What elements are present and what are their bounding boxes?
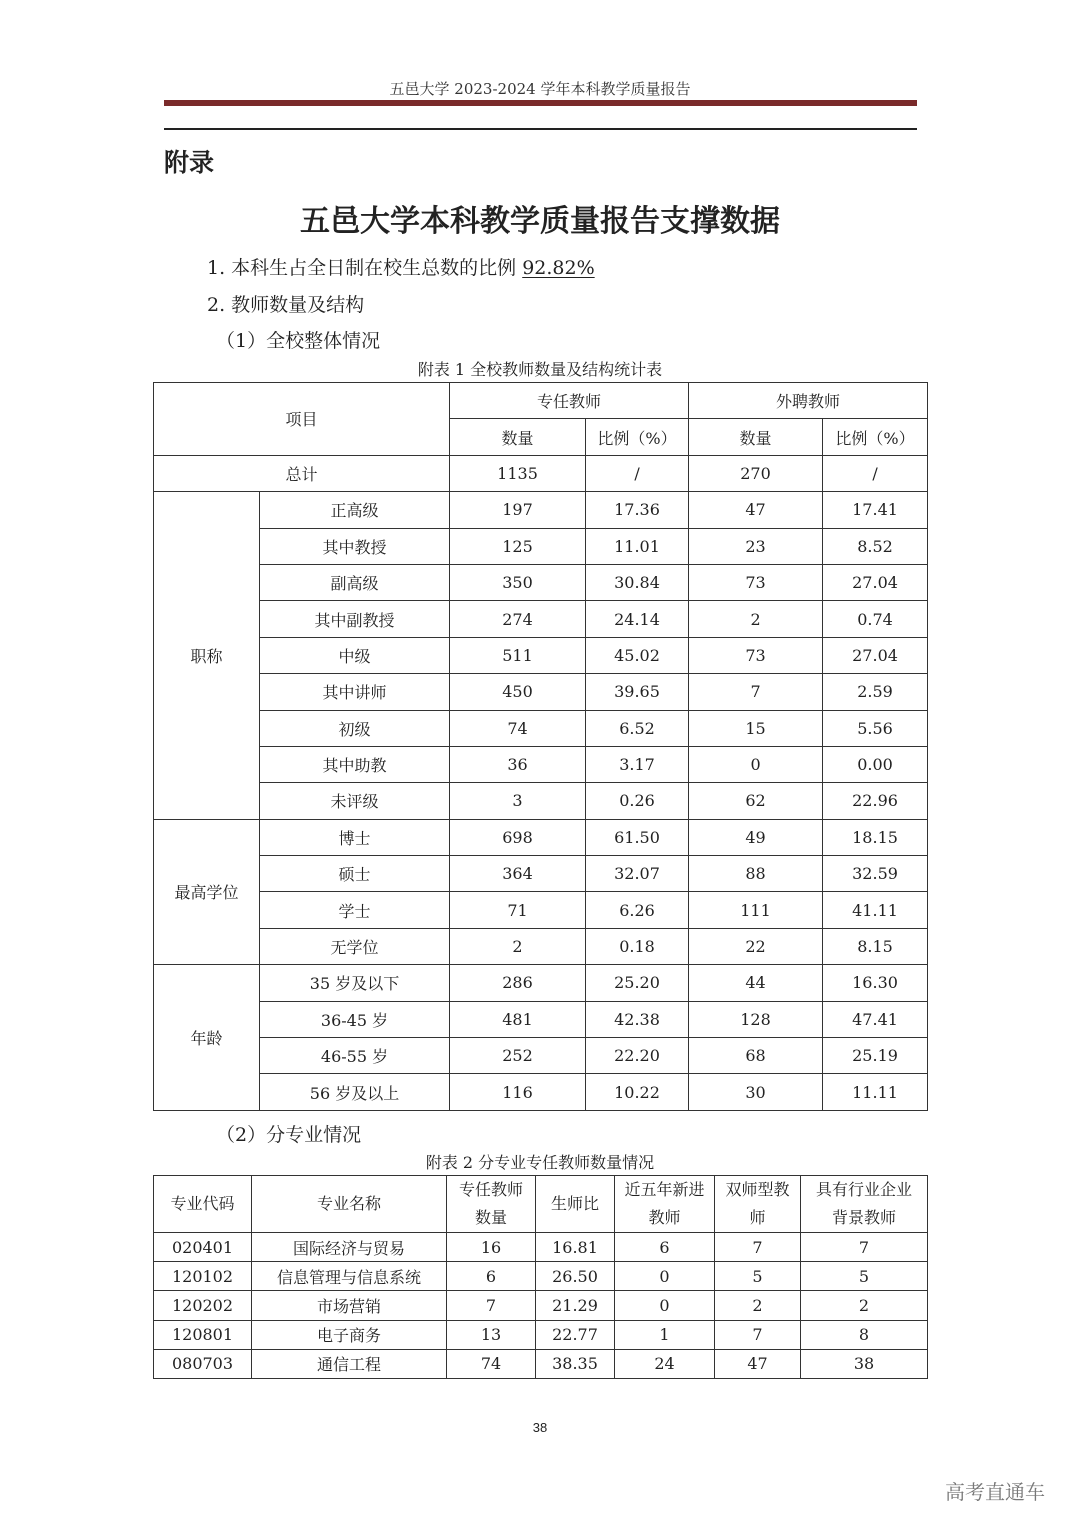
- cell: 73: [689, 564, 823, 600]
- group-label: 职称: [154, 492, 260, 820]
- cell: 电子商务: [252, 1320, 447, 1349]
- cell: 3: [450, 783, 586, 819]
- cell: 国际经济与贸易: [252, 1233, 447, 1262]
- column-header: 具有行业企业背景教师: [801, 1176, 928, 1233]
- cell: 128: [689, 1001, 823, 1037]
- row-label: 其中讲师: [260, 674, 450, 710]
- cell: 1135: [450, 455, 586, 491]
- table-header-row: [154, 383, 928, 419]
- cell: 47: [689, 492, 823, 528]
- cell: 61.50: [586, 819, 689, 855]
- column-header: 专业名称: [252, 1176, 447, 1233]
- subheading-2: （2）分专业情况: [216, 1124, 362, 1146]
- table-row: [154, 1233, 928, 1262]
- column-header: 专任教师数量: [447, 1176, 536, 1233]
- major-teacher-table: [153, 1175, 928, 1379]
- cell: 120102: [154, 1262, 252, 1291]
- cell: 5.56: [823, 710, 928, 746]
- header-count: 数量: [689, 419, 823, 455]
- cell: 32.59: [823, 856, 928, 892]
- cell: 36: [450, 746, 586, 782]
- cell: 25.19: [823, 1038, 928, 1074]
- total-row: [154, 455, 928, 491]
- row-label: 硕士: [260, 856, 450, 892]
- cell: 111: [689, 892, 823, 928]
- table-row: [154, 528, 928, 564]
- cell: 197: [450, 492, 586, 528]
- cell: 45.02: [586, 637, 689, 673]
- item-1-text: 1. 本科生占全日制在校生总数的比例: [207, 257, 523, 279]
- cell: 47: [715, 1349, 801, 1378]
- cell: 32.07: [586, 856, 689, 892]
- row-label: 初级: [260, 710, 450, 746]
- total-label: 总计: [154, 455, 450, 491]
- cell: 74: [447, 1349, 536, 1378]
- table-row: [154, 1262, 928, 1291]
- header-rule-thick: [164, 100, 917, 106]
- cell: 350: [450, 564, 586, 600]
- cell: 6: [447, 1262, 536, 1291]
- cell: /: [823, 455, 928, 491]
- cell: 698: [450, 819, 586, 855]
- table-row: [154, 1320, 928, 1349]
- cell: 3.17: [586, 746, 689, 782]
- cell: 120202: [154, 1291, 252, 1320]
- row-label: 学士: [260, 892, 450, 928]
- cell: 286: [450, 965, 586, 1001]
- cell: 6.26: [586, 892, 689, 928]
- row-label: 56 岁及以上: [260, 1074, 450, 1110]
- table-row: [154, 564, 928, 600]
- cell: 30: [689, 1074, 823, 1110]
- cell: 120801: [154, 1320, 252, 1349]
- cell: 47.41: [823, 1001, 928, 1037]
- cell: 21.29: [536, 1291, 615, 1320]
- cell: 17.41: [823, 492, 928, 528]
- cell: 0: [615, 1262, 715, 1291]
- row-label: 36-45 岁: [260, 1001, 450, 1037]
- cell: 市场营销: [252, 1291, 447, 1320]
- cell: 8.15: [823, 928, 928, 964]
- cell: 22.20: [586, 1038, 689, 1074]
- cell: 0.00: [823, 746, 928, 782]
- cell: 38: [801, 1349, 928, 1378]
- cell: 0.18: [586, 928, 689, 964]
- cell: 2: [801, 1291, 928, 1320]
- table-row: [154, 710, 928, 746]
- cell: 38.35: [536, 1349, 615, 1378]
- table-row: [154, 1349, 928, 1378]
- group-label: 最高学位: [154, 819, 260, 965]
- cell: 68: [689, 1038, 823, 1074]
- cell: 8.52: [823, 528, 928, 564]
- cell: 49: [689, 819, 823, 855]
- cell: 020401: [154, 1233, 252, 1262]
- table-row: [154, 1038, 928, 1074]
- cell: 22.96: [823, 783, 928, 819]
- table-row: [154, 819, 928, 855]
- cell: 6.52: [586, 710, 689, 746]
- header-external: 外聘教师: [689, 383, 928, 419]
- header-full-time: 专任教师: [450, 383, 689, 419]
- cell: 6: [615, 1233, 715, 1262]
- table-row: [154, 928, 928, 964]
- cell: 116: [450, 1074, 586, 1110]
- item-1-value: 92.82%: [522, 257, 595, 279]
- row-label: 正高级: [260, 492, 450, 528]
- cell: 8: [801, 1320, 928, 1349]
- table-1-caption: 附表 1 全校教师数量及结构统计表: [417, 360, 663, 379]
- cell: 450: [450, 674, 586, 710]
- cell: 27.04: [823, 564, 928, 600]
- cell: 39.65: [586, 674, 689, 710]
- header-rule-thin: [164, 128, 917, 130]
- cell: 41.11: [823, 892, 928, 928]
- cell: 16.81: [536, 1233, 615, 1262]
- row-label: 其中助教: [260, 746, 450, 782]
- table-row: [154, 601, 928, 637]
- cell: 7: [447, 1291, 536, 1320]
- cell: 481: [450, 1001, 586, 1037]
- cell: 71: [450, 892, 586, 928]
- cell: 73: [689, 637, 823, 673]
- row-label: 博士: [260, 819, 450, 855]
- cell: 7: [715, 1320, 801, 1349]
- column-header: 生师比: [536, 1176, 615, 1233]
- cell: 74: [450, 710, 586, 746]
- cell: 16.30: [823, 965, 928, 1001]
- cell: 5: [715, 1262, 801, 1291]
- cell: 125: [450, 528, 586, 564]
- watermark: 高考直通车: [945, 1480, 1045, 1504]
- table-2-caption: 附表 2 分专业专任教师数量情况: [425, 1153, 655, 1172]
- cell: 2.59: [823, 674, 928, 710]
- cell: 15: [689, 710, 823, 746]
- item-1: [207, 253, 595, 280]
- cell: /: [586, 455, 689, 491]
- cell: 1: [615, 1320, 715, 1349]
- row-label: 中级: [260, 637, 450, 673]
- row-label: 35 岁及以下: [260, 965, 450, 1001]
- header-count: 数量: [450, 419, 586, 455]
- cell: 7: [801, 1233, 928, 1262]
- cell: 252: [450, 1038, 586, 1074]
- cell: 16: [447, 1233, 536, 1262]
- column-header: 双师型教师: [715, 1176, 801, 1233]
- section-heading: 附录: [164, 148, 215, 177]
- table-row: [154, 746, 928, 782]
- cell: 26.50: [536, 1262, 615, 1291]
- cell: 44: [689, 965, 823, 1001]
- cell: 10.22: [586, 1074, 689, 1110]
- table-row: [154, 1291, 928, 1320]
- cell: 2: [715, 1291, 801, 1320]
- cell: 27.04: [823, 637, 928, 673]
- row-label: 无学位: [260, 928, 450, 964]
- cell: 0: [689, 746, 823, 782]
- cell: 18.15: [823, 819, 928, 855]
- subheading-1: （1）全校整体情况: [216, 330, 381, 352]
- page-number: 38: [532, 1420, 548, 1435]
- cell: 13: [447, 1320, 536, 1349]
- cell: 364: [450, 856, 586, 892]
- item-2: 2. 教师数量及结构: [207, 294, 365, 316]
- row-label: 其中教授: [260, 528, 450, 564]
- table-header-row: [154, 1176, 928, 1233]
- table-row: [154, 1074, 928, 1110]
- row-label: 未评级: [260, 783, 450, 819]
- table-row: [154, 965, 928, 1001]
- cell: 11.11: [823, 1074, 928, 1110]
- cell: 2: [450, 928, 586, 964]
- cell: 511: [450, 637, 586, 673]
- cell: 通信工程: [252, 1349, 447, 1378]
- group-label: 年龄: [154, 965, 260, 1111]
- table-row: [154, 892, 928, 928]
- cell: 24: [615, 1349, 715, 1378]
- table-row: [154, 637, 928, 673]
- table-row: [154, 492, 928, 528]
- cell: 42.38: [586, 1001, 689, 1037]
- cell: 22: [689, 928, 823, 964]
- row-label: 其中副教授: [260, 601, 450, 637]
- cell: 11.01: [586, 528, 689, 564]
- cell: 7: [689, 674, 823, 710]
- cell: 17.36: [586, 492, 689, 528]
- cell: 信息管理与信息系统: [252, 1262, 447, 1291]
- cell: 5: [801, 1262, 928, 1291]
- column-header: 专业代码: [154, 1176, 252, 1233]
- page-title: 五邑大学本科教学质量报告支撑数据: [300, 204, 780, 239]
- table-row: [154, 674, 928, 710]
- cell: 0.26: [586, 783, 689, 819]
- cell: 25.20: [586, 965, 689, 1001]
- teacher-structure-table: [153, 382, 928, 1111]
- cell: 080703: [154, 1349, 252, 1378]
- header-ratio: 比例（%）: [823, 419, 928, 455]
- cell: 30.84: [586, 564, 689, 600]
- header-ratio: 比例（%）: [586, 419, 689, 455]
- header-item: 项目: [154, 383, 450, 456]
- table-row: [154, 783, 928, 819]
- cell: 0: [615, 1291, 715, 1320]
- cell: 270: [689, 455, 823, 491]
- cell: 274: [450, 601, 586, 637]
- row-label: 副高级: [260, 564, 450, 600]
- running-header: 五邑大学 2023-2024 学年本科教学质量报告: [389, 80, 691, 98]
- cell: 23: [689, 528, 823, 564]
- cell: 62: [689, 783, 823, 819]
- cell: 7: [715, 1233, 801, 1262]
- table-row: [154, 1001, 928, 1037]
- cell: 88: [689, 856, 823, 892]
- column-header: 近五年新进教师: [615, 1176, 715, 1233]
- cell: 0.74: [823, 601, 928, 637]
- cell: 22.77: [536, 1320, 615, 1349]
- cell: 2: [689, 601, 823, 637]
- row-label: 46-55 岁: [260, 1038, 450, 1074]
- table-row: [154, 856, 928, 892]
- cell: 24.14: [586, 601, 689, 637]
